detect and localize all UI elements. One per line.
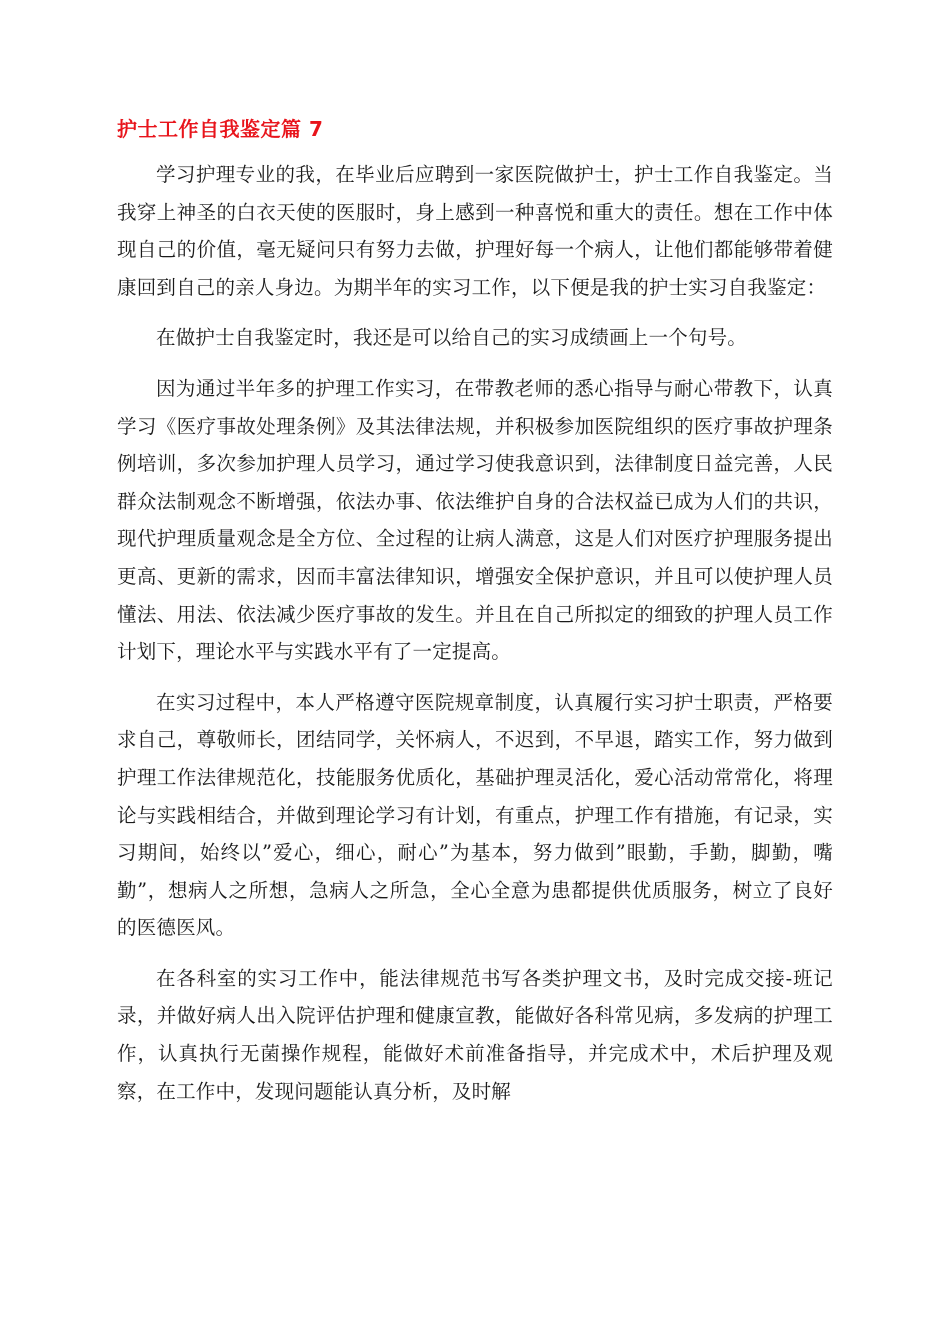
paragraph-3: 因为通过半年多的护理工作实习，在带教老师的悉心指导与耐心带教下，认真学习《医疗事故处理条例》及其法律法规，并积极参加医院组织的医疗事故护理条例培训，多次参加护理人员学习，通过学习使我意识到，法律制度日益完善，人民群众法制观念不断增强，依法办事、依法维护自身的合法权益已成为人们的共识，现代护理质量观念是全方位、全过程的让病人满意，这是人们对医疗护理服务提出更高、更新的需求，因而丰富法律知识，增强安全保护意识，并且可以使护理人员懂法、用法、依法减少医疗事故的发生。并且在自己所拟定的细致的护理人员工作计划下，理论水平与实践水平有了一定提高。 <box>117 376 833 664</box>
paragraph-4: 在实习过程中，本人严格遵守医院规章制度，认真履行实习护士职责，严格要求自己，尊敬师长，团结同学，关怀病人，不迟到，不早退，踏实工作，努力做到护理工作法律规范化，技能服务优质化，基础护理灵活化，爱心活动常常化，将理论与实践相结合，并做到理论学习有计划，有重点，护理工作有措施，有记录，实习期间，始终以”爱心，细心，耐心”为基本，努力做到”眼勤，手勤，脚勤，嘴勤”，想病人之所想，急病人之所急，全心全意为患都提供优质服务，树立了良好的医德医风。 <box>117 690 833 940</box>
document-content <box>117 114 833 1123</box>
document-title: 护士工作自我鉴定篇 7 <box>117 117 324 141</box>
paragraph-2: 在做护士自我鉴定时，我还是可以给自己的实习成绩画上一个句号。 <box>156 326 748 350</box>
paragraph-5: 在各科室的实习工作中，能法律规范书写各类护理文书，及时完成交接-班记录，并做好病人出入院评估护理和健康宣教，能做好各科常见病，多发病的护理工作，认真执行无菌操作规程，能做好术前准备指导，并完成术中，术后护理及观察，在工作中，发现问题能认真分析，及时解 <box>117 966 833 1103</box>
paragraph-1: 学习护理专业的我，在毕业后应聘到一家医院做护士，护士工作自我鉴定。当我穿上神圣的白衣天使的医服时，身上感到一种喜悦和重大的责任。想在工作中体现自己的价值，毫无疑问只有努力去做，护理好每一个病人，让他们都能够带着健康回到自己的亲人身边。为期半年的实习工作，以下便是我的护士实习自我鉴定： <box>117 163 833 299</box>
